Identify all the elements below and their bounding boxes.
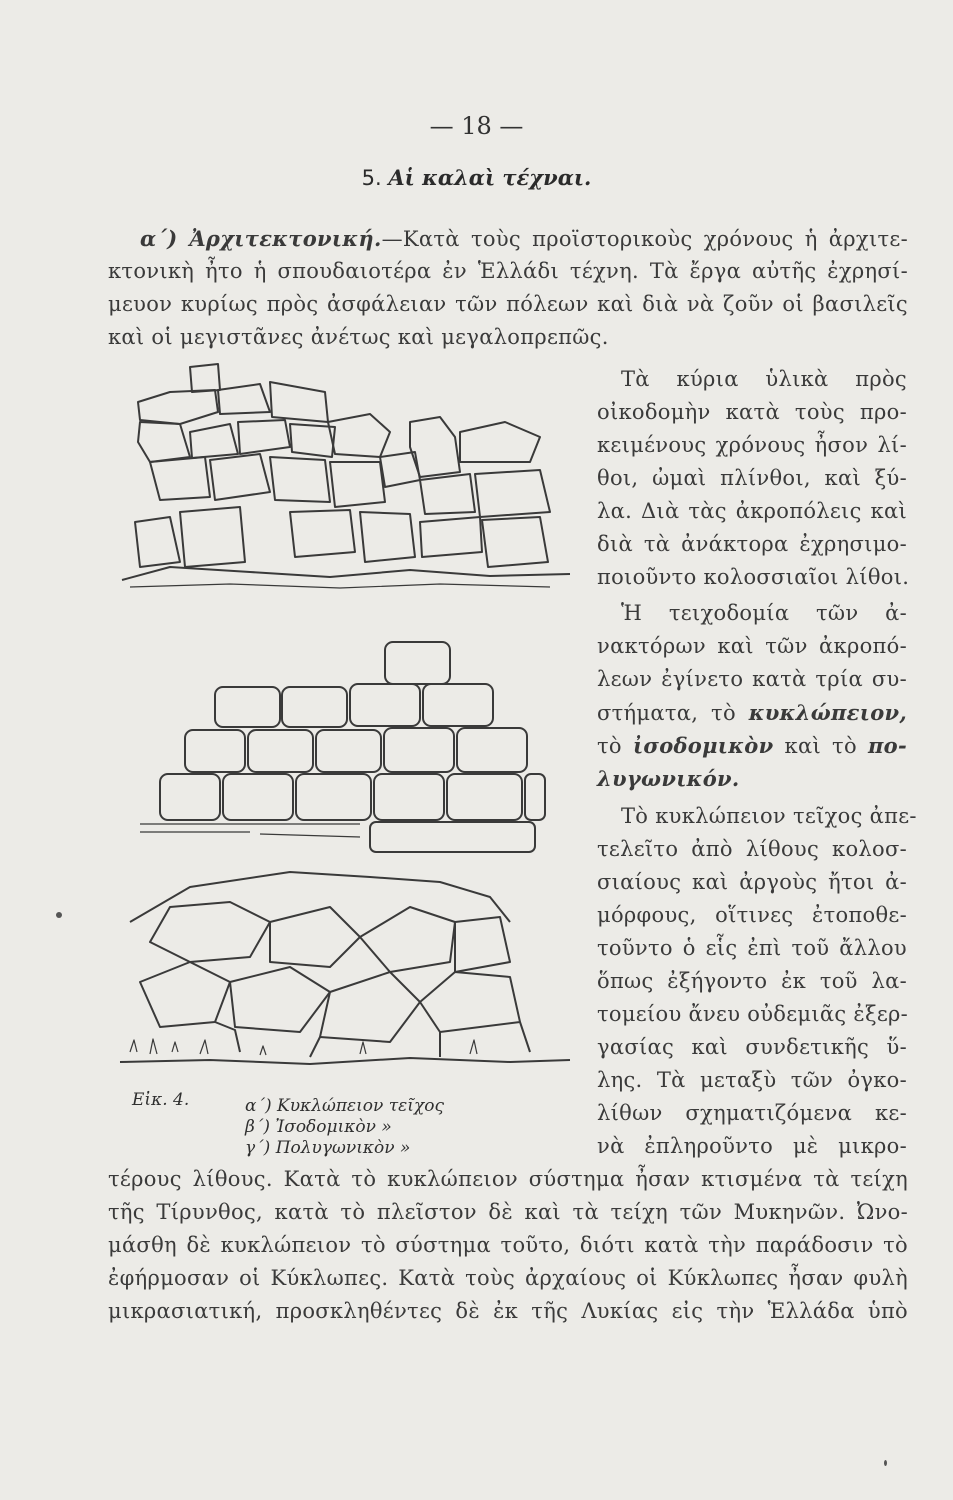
col-p1-line-5: λα. Διὰ τὰς ἀκροπόλεις καὶ [597, 499, 907, 523]
ink-speck [56, 912, 62, 918]
section-number: 5. [361, 166, 382, 190]
col-p2-line-5-a: τὸ [597, 734, 633, 758]
caption-polygonal: γ΄) Πολυγωνικὸν » [245, 1138, 411, 1158]
col-p2-line-2: νακτόρων καὶ τῶν ἀκροπό- [597, 634, 907, 658]
architecture-heading: α΄) Ἀρχιτεκτονική. [140, 226, 382, 251]
bottom-line-3: μάσθη δὲ κυκλώπειον τὸ σύστημα τοῦτο, διότι κατὰ τὴν παράδοσιν τὸ [108, 1233, 908, 1257]
col-p3-line-10: λίθων σχηματιζόμενα κε- [597, 1101, 907, 1125]
col-p3-line-6: ὅπως ἐξήγοντο ἐκ τοῦ λα- [597, 969, 907, 993]
isodomic-wall-drawing [140, 642, 545, 852]
col-p1-line-1: Τὰ κύρια ὑλικὰ πρὸς [621, 367, 907, 391]
col-p2-line-4-a: στήματα, τὸ [597, 701, 749, 725]
col-p2-line-5-c: καὶ τὸ [773, 734, 868, 758]
col-p1-line-3: κειμένους χρόνους ἦσον λί- [597, 433, 907, 457]
col-p3-line-3: σιαίους καὶ ἀργοὺς ἤτοι ἀ- [597, 870, 907, 894]
col-p3-line-1: Τὸ κυκλώπειον τεῖχος ἀπε- [621, 804, 917, 828]
term-cyclopean: κυκλώπειον, [748, 700, 907, 725]
col-p3-line-11: νὰ ἐπληροῦντο μὲ μικρο- [597, 1134, 907, 1158]
col-p1-line-7: ποιοῦντο κολοσσιαῖοι λίθοι. [597, 565, 910, 589]
bottom-line-5: μικρασιατική, προσκληθέντες δὲ ἐκ τῆς Λυκίας εἰς τὴν Ἑλλάδα ὑπὸ [108, 1299, 908, 1323]
col-p3-line-9: λης. Τὰ μεταξὺ τῶν ὀγκο- [597, 1068, 907, 1092]
intro-line-1 [108, 226, 908, 251]
intro-line-2: κτονικὴ ἦτο ἡ σπουδαιοτέρα ἐν Ἑλλάδι τέχνη. Τὰ ἔργα αὐτῆς ἐχρησί- [108, 259, 908, 283]
bottom-line-2: τῆς Τίρυνθος, κατὰ τὸ πλεῖστον δὲ καὶ τὰ τείχη τῶν Μυκηνῶν. Ὠνο- [108, 1200, 908, 1224]
term-polygonal-start: πο- [868, 733, 907, 758]
col-p3-line-7: τομείου ἄνευ οὐδεμιᾶς ἐξερ- [597, 1002, 909, 1026]
ink-speck [884, 1460, 887, 1466]
figure-wall-types [110, 362, 580, 1102]
col-p2-line-1: Ἡ τειχοδομία τῶν ἀ- [621, 601, 907, 625]
col-p2-line-4 [597, 700, 907, 725]
col-p3-line-4: μόρφους, οἵτινες ἐτοποθε- [597, 903, 907, 927]
page-number: — 18 — [429, 112, 524, 140]
term-isodomic: ἰσοδομικὸν [632, 733, 774, 758]
figure-label: Εἰκ. 4. [132, 1090, 190, 1110]
col-p3-line-5: τοῦντο ὁ εἷς ἐπὶ τοῦ ἄλλου [597, 936, 907, 960]
col-p2-line-6 [597, 766, 907, 791]
col-p1-line-2: οἰκοδομὴν κατὰ τοὺς προ- [597, 400, 907, 424]
section-title [0, 165, 953, 190]
polygonal-wall-drawing [120, 872, 570, 1064]
col-p2-line-3: λεων ἐγίνετο κατὰ τρία συ- [597, 667, 907, 691]
col-p3-line-8: γασίας καὶ συνδετικῆς ὕ- [597, 1035, 907, 1059]
intro-line-4: καὶ οἱ μεγιστᾶνες ἀνέτως καὶ μεγαλοπρεπῶς. [108, 325, 609, 349]
cyclopean-wall-drawing [122, 364, 570, 588]
col-p1-line-6: διὰ τὰ ἀνάκτορα ἐχρησιμο- [597, 532, 907, 556]
caption-cyclopean: α΄) Κυκλώπειον τεῖχος [245, 1096, 445, 1116]
intro-line-3: μευον κυρίως πρὸς ἀσφάλειαν τῶν πόλεων καὶ διὰ νὰ ζοῦν οἱ βασιλεῖς [108, 292, 908, 316]
term-polygonal-end: λυγωνικόν. [597, 766, 740, 791]
section-title-text: Αἱ καλαὶ τέχναι. [388, 165, 592, 190]
caption-isodomic: β΄) Ἰσοδομικὸν » [245, 1117, 392, 1137]
col-p2-line-5 [597, 733, 907, 758]
col-p1-line-4: θοι, ὠμαὶ πλίνθοι, καὶ ξύ- [597, 466, 907, 490]
bottom-line-1: τέρους λίθους. Κατὰ τὸ κυκλώπειον σύστημα ἦσαν κτισμένα τὰ τείχη [108, 1167, 908, 1191]
intro-line-1-text: —Κατὰ τοὺς προϊστορικοὺς χρόνους ἡ ἀρχιτε- [381, 227, 908, 251]
col-p3-line-2: τελεῖτο ἀπὸ λίθους κολοσ- [597, 837, 907, 861]
bottom-line-4: ἐφήρμοσαν οἱ Κύκλωπες. Κατὰ τοὺς ἀρχαίους οἱ Κύκλωπες ἦσαν φυλὴ [108, 1266, 908, 1290]
